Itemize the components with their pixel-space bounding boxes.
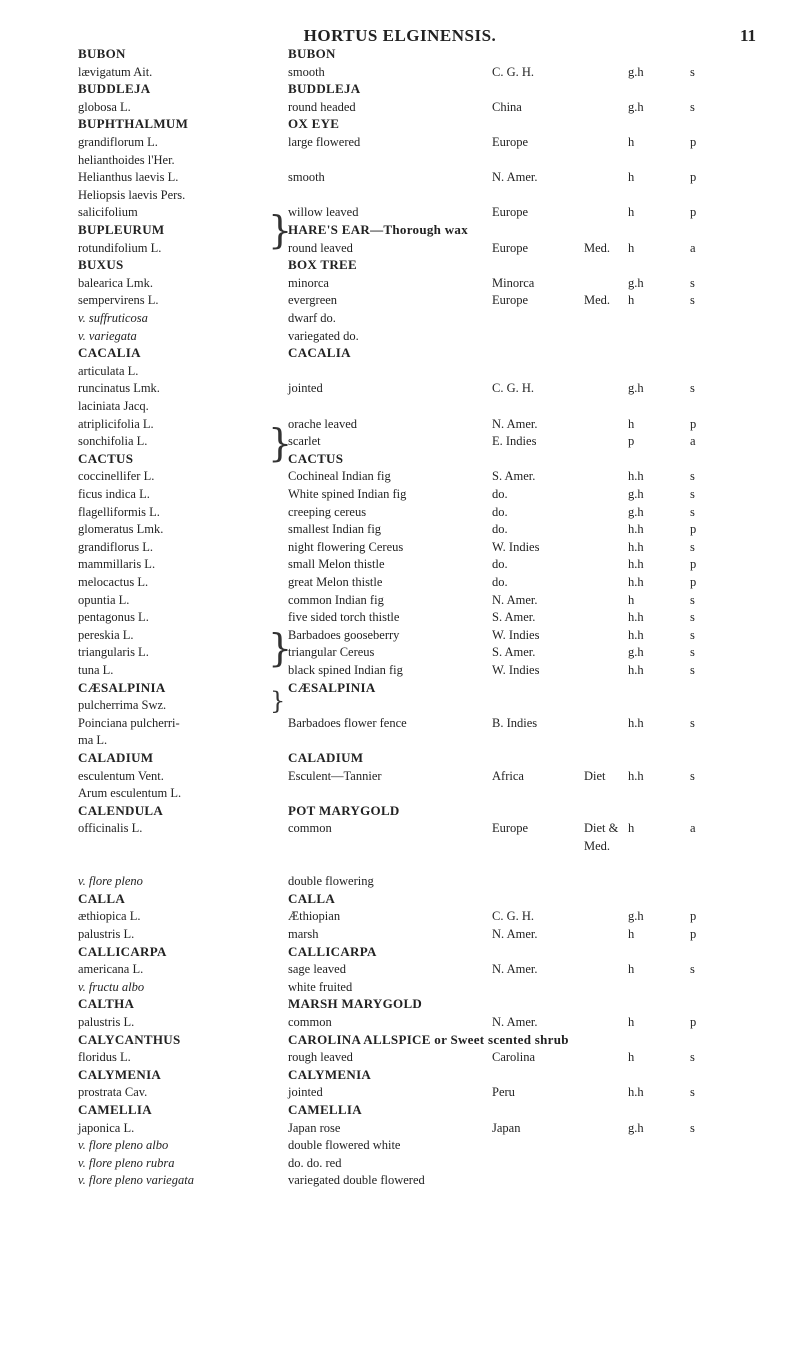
species-row: [0, 134, 800, 150]
species-row: [0, 732, 800, 748]
duration-mark: s: [690, 469, 695, 484]
latin-name: v. variegata: [78, 328, 137, 343]
english-name: small Melon thistle: [288, 557, 385, 572]
english-name: five sided torch thistle: [288, 610, 400, 625]
native-country: Carolina: [492, 1050, 536, 1065]
house-type: h: [628, 135, 635, 149]
english-name: round leaved: [288, 240, 353, 255]
house-type: h.h: [628, 627, 644, 642]
latin-name: americana L.: [78, 962, 144, 977]
native-country: B. Indies: [492, 715, 538, 730]
latin-name: CALLA: [78, 890, 126, 906]
duration-mark: s: [690, 1050, 695, 1065]
brace-buphthalmum-synonyms: }: [268, 208, 293, 252]
native-country: S. Amer.: [492, 645, 536, 660]
house-type: h: [628, 293, 635, 308]
english-name: large flowered: [288, 135, 361, 149]
house-type: h: [628, 962, 635, 977]
english-name: jointed: [288, 381, 323, 396]
english-name: smooth: [288, 64, 325, 79]
duration-mark: a: [690, 434, 696, 449]
english-name: jointed: [288, 1085, 323, 1100]
latin-name: Helianthus laevis L.: [78, 170, 179, 185]
house-type: g.h: [628, 645, 644, 660]
use-mark: Diet: [584, 768, 606, 783]
species-row: [0, 363, 800, 379]
species-row: [0, 64, 800, 80]
latin-name: CAMELLIA: [78, 1102, 152, 1117]
english-name: night flowering Cereus: [288, 539, 404, 554]
genus-heading-row: [0, 996, 800, 1012]
native-country: N. Amer.: [492, 170, 538, 185]
use-mark: Med.: [584, 240, 611, 255]
house-type: g.h: [628, 504, 644, 519]
latin-name: flagelliformis L.: [78, 504, 160, 519]
native-country: do.: [492, 522, 508, 537]
native-country: C. G. H.: [492, 381, 535, 396]
house-type: h.h: [628, 610, 644, 625]
species-row: [0, 838, 800, 854]
english-name: CAMELLIA: [288, 1102, 362, 1117]
duration-mark: p: [690, 1015, 697, 1029]
latin-name: v. flore pleno variegata: [78, 1173, 194, 1188]
latin-name: CALADIUM: [78, 750, 154, 765]
duration-mark: a: [690, 240, 696, 255]
duration-mark: s: [690, 381, 695, 396]
house-type: h: [628, 1050, 635, 1065]
species-row: [0, 521, 800, 537]
duration-mark: s: [690, 1085, 695, 1100]
species-row: [0, 908, 800, 924]
latin-name: runcinatus Lmk.: [78, 381, 160, 396]
species-row: [0, 539, 800, 555]
latin-name: CACTUS: [78, 450, 134, 466]
genus-heading-row: [0, 891, 800, 907]
duration-mark: s: [690, 715, 695, 730]
latin-name: officinalis L.: [78, 821, 143, 836]
species-row: [0, 556, 800, 572]
english-name: Esculent—Tannier: [288, 768, 382, 783]
english-name: dwarf do.: [288, 311, 336, 325]
english-name: CÆSALPINIA: [288, 679, 376, 695]
genus-heading-row: [0, 680, 800, 696]
species-row: [0, 1155, 800, 1171]
latin-name: mammillaris L.: [78, 557, 156, 572]
species-row: [0, 1120, 800, 1136]
native-country: Europe: [492, 205, 529, 220]
native-country: C. G. H.: [492, 909, 535, 924]
species-row: [0, 644, 800, 660]
duration-mark: s: [690, 99, 695, 114]
genus-heading-row: [0, 222, 800, 238]
latin-name: tuna L.: [78, 663, 114, 677]
native-country: do.: [492, 504, 508, 519]
brace-cacalia-synonyms: }: [268, 421, 293, 465]
house-type: p: [628, 434, 635, 449]
brace-caesalpinia-synonyms: }: [268, 626, 293, 670]
house-type: g.h: [628, 99, 644, 114]
duration-mark: s: [690, 487, 695, 501]
species-row: [0, 979, 800, 995]
latin-name: pentagonus L.: [78, 610, 149, 625]
species-row: [0, 99, 800, 115]
species-row: [0, 1084, 800, 1100]
english-name: variegated double flowered: [288, 1173, 425, 1188]
native-country: C. G. H.: [492, 64, 535, 79]
native-country: Africa: [492, 768, 524, 783]
use-mark: Med.: [584, 293, 611, 308]
genus-heading-row: [0, 46, 800, 62]
house-type: g.h: [628, 275, 644, 290]
species-row: [0, 768, 800, 784]
native-country: N. Amer.: [492, 416, 538, 431]
species-row: [0, 169, 800, 185]
house-type: h: [628, 205, 635, 220]
english-name: black spined Indian fig: [288, 663, 403, 677]
duration-mark: p: [690, 927, 697, 941]
duration-mark: p: [690, 575, 697, 589]
native-country: do.: [492, 557, 508, 572]
duration-mark: s: [690, 645, 695, 660]
species-row: [0, 152, 800, 168]
english-name: minorca: [288, 275, 329, 290]
house-type: h.h: [628, 1085, 644, 1100]
duration-mark: p: [690, 522, 697, 537]
native-country: N. Amer.: [492, 962, 538, 977]
genus-heading-row: [0, 451, 800, 467]
english-name: CAROLINA ALLSPICE or Sweet scented shrub: [288, 1031, 569, 1047]
english-name: triangular Cereus: [288, 645, 375, 660]
species-row: [0, 416, 800, 432]
english-name: Japan rose: [288, 1120, 341, 1135]
house-type: h: [628, 821, 635, 836]
english-name: HARE'S EAR—Thorough wax: [288, 222, 469, 237]
genus-heading-row: [0, 116, 800, 132]
brace-caladium-synonyms: }: [270, 687, 286, 715]
house-type: g.h: [628, 381, 644, 396]
species-row: [0, 1049, 800, 1065]
house-type: h: [628, 927, 635, 941]
english-name: CALLICARPA: [288, 943, 377, 959]
species-row: [0, 310, 800, 326]
species-row: [0, 292, 800, 308]
native-country: N. Amer.: [492, 927, 538, 941]
duration-mark: p: [690, 135, 697, 149]
species-row: [0, 240, 800, 256]
duration-mark: s: [690, 64, 695, 79]
english-name: White spined Indian fig: [288, 487, 407, 501]
english-name: CALLA: [288, 890, 336, 906]
latin-name: CALENDULA: [78, 802, 164, 818]
latin-name: grandiflorum L.: [78, 135, 158, 149]
english-name: common: [288, 821, 332, 836]
species-row: [0, 187, 800, 203]
english-name: round headed: [288, 99, 356, 114]
native-country: Europe: [492, 293, 529, 308]
latin-name: Heliopsis laevis Pers.: [78, 187, 186, 202]
species-row: [0, 785, 800, 801]
house-type: h: [628, 1015, 635, 1029]
duration-mark: p: [690, 170, 697, 185]
latin-name: CALTHA: [78, 996, 135, 1012]
house-type: h.h: [628, 539, 644, 554]
native-country: W. Indies: [492, 663, 540, 677]
latin-name: triangularis L.: [78, 645, 149, 660]
latin-name: pereskia L.: [78, 627, 134, 642]
english-name: CACTUS: [288, 450, 344, 466]
latin-name: v. fructu albo: [78, 979, 145, 994]
native-country: W. Indies: [492, 627, 540, 642]
use-mark: Diet &: [584, 821, 619, 836]
english-name: sage leaved: [288, 962, 346, 977]
english-name: CALYMENIA: [288, 1066, 372, 1082]
latin-name: CALYMENIA: [78, 1066, 162, 1082]
native-country: N. Amer.: [492, 1015, 538, 1029]
english-name: great Melon thistle: [288, 575, 383, 589]
house-type: h.h: [628, 768, 644, 783]
house-type: g.h: [628, 487, 644, 501]
species-row: [0, 856, 800, 872]
duration-mark: s: [690, 293, 695, 308]
english-name: CACALIA: [288, 345, 351, 361]
english-name: evergreen: [288, 293, 338, 308]
house-type: g.h: [628, 1120, 644, 1135]
species-row: [0, 662, 800, 678]
duration-mark: p: [690, 909, 697, 924]
latin-name: atriplicifolia L.: [78, 416, 154, 431]
running-title: HORTUS ELGINENSIS.: [303, 26, 497, 45]
english-name: CALADIUM: [288, 750, 364, 765]
native-country: do.: [492, 487, 508, 501]
latin-name: grandiflorus L.: [78, 539, 153, 554]
latin-name: BUPHTHALMUM: [78, 116, 189, 132]
latin-name: CALYCANTHUS: [78, 1031, 181, 1047]
genus-heading-row: [0, 1032, 800, 1048]
native-country: China: [492, 99, 522, 114]
species-row: [0, 380, 800, 396]
latin-name: laciniata Jacq.: [78, 399, 149, 413]
house-type: h.h: [628, 557, 644, 572]
english-name: BUBON: [288, 46, 336, 61]
latin-name: japonica L.: [78, 1120, 135, 1135]
species-row: [0, 961, 800, 977]
native-country: E. Indies: [492, 434, 537, 449]
english-name: scarlet: [288, 434, 321, 449]
genus-heading-row: [0, 1067, 800, 1083]
latin-name: melocactus L.: [78, 575, 149, 589]
house-type: g.h: [628, 64, 644, 79]
english-name: orache leaved: [288, 416, 358, 431]
duration-mark: s: [690, 539, 695, 554]
latin-name: rotundifolium L.: [78, 240, 162, 255]
species-row: [0, 820, 800, 836]
native-country: Japan: [492, 1120, 521, 1135]
duration-mark: s: [690, 962, 695, 977]
genus-heading-row: [0, 81, 800, 97]
latin-name: palustris L.: [78, 1015, 135, 1029]
english-name: Barbadoes flower fence: [288, 715, 407, 730]
latin-name: salicifolium: [78, 205, 138, 220]
genus-heading-row: [0, 750, 800, 766]
species-row: [0, 697, 800, 713]
latin-name: articulata L.: [78, 363, 139, 378]
latin-name: glomeratus Lmk.: [78, 522, 164, 537]
latin-name: v. suffruticosa: [78, 311, 148, 325]
house-type: h.h: [628, 575, 644, 589]
use-mark: Med.: [584, 839, 611, 853]
page-number: 11: [740, 26, 757, 45]
house-type: h.h: [628, 715, 644, 730]
duration-mark: s: [690, 768, 695, 783]
english-name: double flowering: [288, 874, 374, 889]
english-name: MARSH MARYGOLD: [288, 996, 423, 1012]
genus-heading-row: [0, 803, 800, 819]
english-name: marsh: [288, 927, 319, 941]
genus-heading-row: [0, 345, 800, 361]
species-row: [0, 926, 800, 942]
species-row: [0, 328, 800, 344]
latin-name: BUBON: [78, 46, 126, 61]
english-name: variegated do.: [288, 328, 359, 343]
genus-heading-row: [0, 1102, 800, 1118]
english-name: creeping cereus: [288, 504, 367, 519]
house-type: h: [628, 170, 635, 185]
latin-name: Poinciana pulcherri-: [78, 715, 180, 730]
species-row: [0, 433, 800, 449]
latin-name: palustris L.: [78, 927, 135, 941]
latin-name: ma L.: [78, 733, 108, 748]
genus-heading-row: [0, 257, 800, 273]
duration-mark: a: [690, 821, 696, 836]
species-row: [0, 468, 800, 484]
latin-name: balearica Lmk.: [78, 275, 153, 290]
species-row: [0, 204, 800, 220]
native-country: S. Amer.: [492, 610, 536, 625]
species-row: [0, 627, 800, 643]
species-row: [0, 592, 800, 608]
latin-name: helianthoides l'Her.: [78, 152, 175, 167]
house-type: h: [628, 416, 635, 431]
latin-name: coccinellifer L.: [78, 469, 155, 484]
species-row: [0, 1172, 800, 1188]
duration-mark: p: [690, 416, 697, 431]
latin-name: esculentum Vent.: [78, 768, 164, 783]
latin-name: CACALIA: [78, 345, 141, 361]
species-row: [0, 504, 800, 520]
native-country: Europe: [492, 821, 529, 836]
species-row: [0, 398, 800, 414]
house-type: h: [628, 592, 635, 607]
english-name: smallest Indian fig: [288, 522, 382, 537]
native-country: Minorca: [492, 275, 535, 290]
duration-mark: s: [690, 592, 695, 607]
house-type: g.h: [628, 909, 644, 924]
native-country: Europe: [492, 240, 529, 255]
latin-name: pulcherrima Swz.: [78, 698, 167, 713]
house-type: h: [628, 240, 635, 255]
latin-name: v. flore pleno rubra: [78, 1155, 175, 1170]
english-name: double flowered white: [288, 1138, 401, 1153]
latin-name: CALLICARPA: [78, 943, 167, 959]
genus-heading-row: [0, 944, 800, 960]
species-row: [0, 873, 800, 889]
english-name: common Indian fig: [288, 592, 384, 607]
native-country: N. Amer.: [492, 592, 538, 607]
latin-name: sonchifolia L.: [78, 434, 148, 449]
house-type: h.h: [628, 663, 644, 677]
latin-name: sempervirens L.: [78, 293, 159, 308]
latin-name: opuntia L.: [78, 592, 130, 607]
latin-name: v. flore pleno: [78, 874, 143, 889]
house-type: h.h: [628, 469, 644, 484]
duration-mark: s: [690, 627, 695, 642]
english-name: common: [288, 1015, 332, 1029]
species-row: [0, 1014, 800, 1030]
native-country: Europe: [492, 135, 529, 149]
english-name: Cochineal Indian fig: [288, 469, 391, 484]
duration-mark: s: [690, 663, 695, 677]
duration-mark: p: [690, 205, 697, 220]
species-row: [0, 1137, 800, 1153]
latin-name: floridus L.: [78, 1050, 131, 1065]
latin-name: v. flore pleno albo: [78, 1138, 169, 1153]
species-row: [0, 609, 800, 625]
species-row: [0, 715, 800, 731]
english-name: BUDDLEJA: [288, 81, 361, 97]
latin-name: BUDDLEJA: [78, 81, 151, 97]
english-name: OX EYE: [288, 116, 340, 132]
english-name: rough leaved: [288, 1050, 353, 1065]
native-country: do.: [492, 575, 508, 589]
english-name: POT MARYGOLD: [288, 802, 400, 818]
duration-mark: s: [690, 1120, 695, 1135]
duration-mark: s: [690, 504, 695, 519]
native-country: S. Amer.: [492, 469, 536, 484]
latin-name: globosa L.: [78, 99, 131, 114]
latin-name: lævigatum Ait.: [78, 64, 153, 79]
english-name: do. do. red: [288, 1155, 342, 1170]
duration-mark: s: [690, 610, 695, 625]
latin-name: ficus indica L.: [78, 487, 150, 501]
latin-name: prostrata Cav.: [78, 1085, 148, 1100]
latin-name: æthiopica L.: [78, 909, 141, 924]
english-name: Barbadoes gooseberry: [288, 627, 400, 642]
latin-name: CÆSALPINIA: [78, 679, 166, 695]
species-row: [0, 275, 800, 291]
english-name: smooth: [288, 170, 325, 185]
latin-name: BUPLEURUM: [78, 222, 165, 237]
duration-mark: s: [690, 275, 695, 290]
species-row: [0, 574, 800, 590]
english-name: willow leaved: [288, 205, 359, 220]
english-name: BOX TREE: [288, 257, 357, 273]
english-name: Æthiopian: [288, 909, 341, 924]
native-country: W. Indies: [492, 539, 540, 554]
species-row: [0, 486, 800, 502]
duration-mark: p: [690, 557, 697, 572]
english-name: white fruited: [288, 979, 353, 994]
latin-name: Arum esculentum L.: [78, 786, 182, 801]
house-type: h.h: [628, 522, 644, 537]
latin-name: BUXUS: [78, 257, 124, 273]
native-country: Peru: [492, 1085, 515, 1100]
